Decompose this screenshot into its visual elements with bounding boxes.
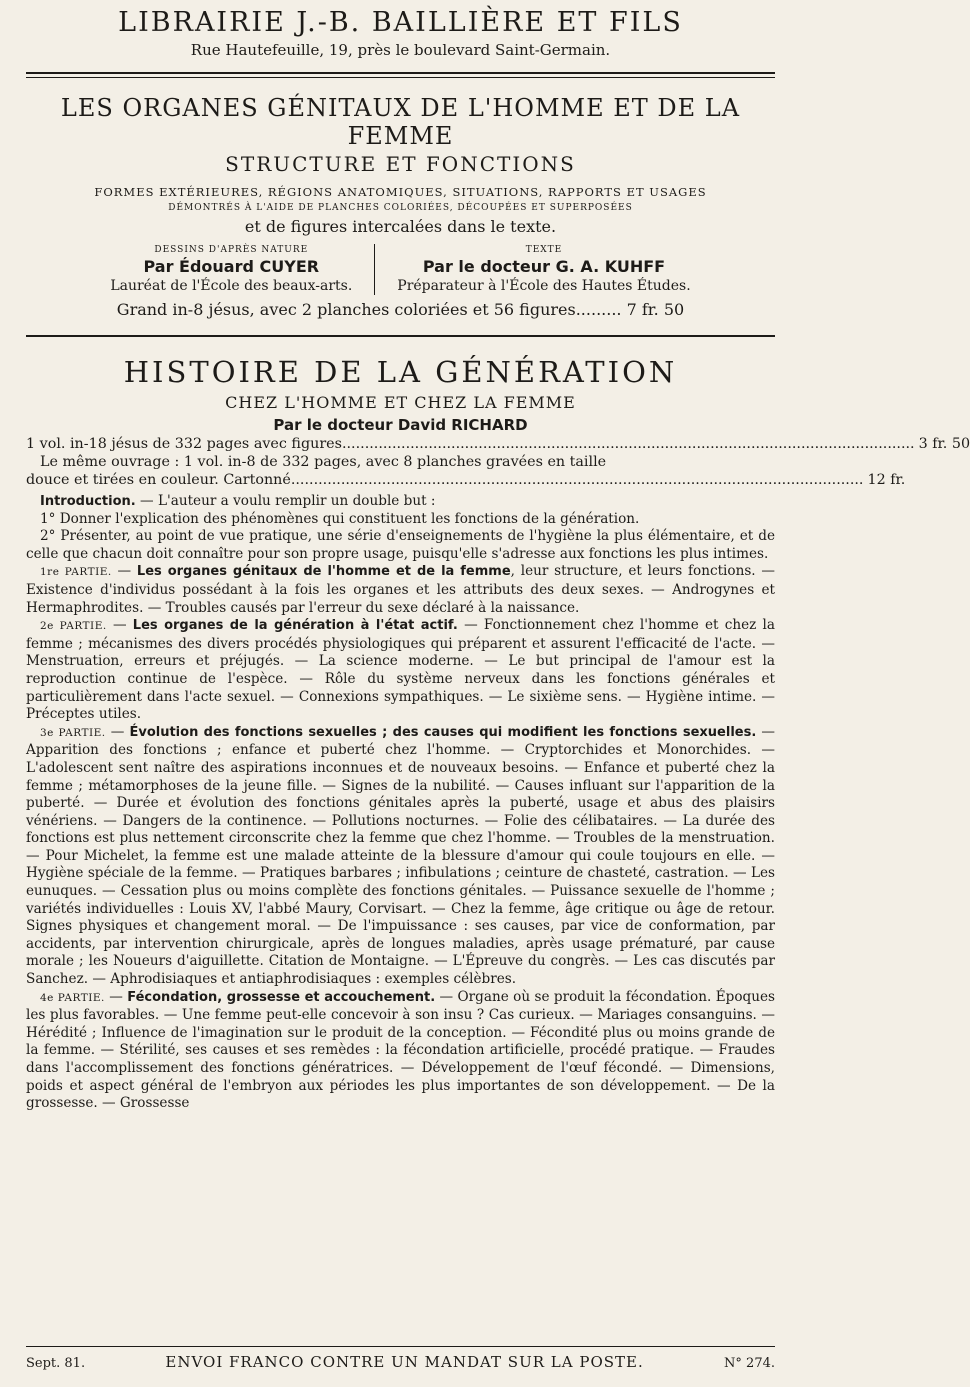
- author-role: Préparateur à l'École des Hautes Études.: [397, 278, 691, 294]
- publisher-address: Rue Hautefeuille, 19, près le boulevard Saint-Germain.: [190, 41, 611, 59]
- book1-price-line: [26, 299, 775, 321]
- book2-listing: [26, 355, 970, 1113]
- edition-2-line2: douce et tirées en couleur. Cartonné: [26, 472, 291, 488]
- author-credit: [375, 244, 712, 295]
- footer-number: N° 274.: [724, 1356, 775, 1371]
- part-1-paragraph: 1re PARTIE. — Les organes génitaux de l'homme et de la femme, leur structure, et leurs fonctions. — Existence d'individus possédant à la fois les organes et les attributs des deux sexes. — Androgynes et Hermaphrodites. — Troubles causés par l'erreur du sexe déclaré à la naissance.: [26, 563, 775, 616]
- illustrator-role: Lauréat de l'École des beaux-arts.: [110, 278, 353, 294]
- edition-1: [26, 435, 970, 453]
- part-1-text: , leur structure, et leurs fonctions. — Existence d'individus possédant à la fois les organes et les attributs des deux sexes. — Androgynes et Hermaphrodites. — Troubles causés par l'erreur du sexe déclaré à la naissance.: [26, 563, 775, 616]
- page-footer: [26, 1346, 775, 1371]
- part-3-text: — Apparition des fonctions ; enfance et puberté chez l'homme. — Cryptorchides et Monorchides. — L'adolescent sent naître des aspirations inconnues et de nouveaux besoins. — Enfance et puberté chez la femme ; métamorphoses de la jeune fille. — Signes de la nubilité. — Causes influant sur l'apparition de la puberté. — Durée et évolution des fonctions génitales après la puberté, usage et abus des plaisirs vénériens. — Dangers de la continence. — Pollutions nocturnes. — Folie des célibataires. — La durée des fonctions est plus nettement circonscrite chez la femme que chez l'homme. — Troubles de la menstruation. — Pour Michelet, la femme est une malade atteinte de la blessure d'amour qui coule toujours en elle. — Hygiène spéciale de la femme. — Pratiques barbares ; infibulations ; ceinture de chasteté, castration. — Les eunuques. — Cessation plus ou moins complète des fonctions génitales. — Puissance sexuelle de l'homme ; variétés individuelles : Louis XV, l'abbé Maury, Corvisart. — Chez la femme, âge critique ou âge de retour. Signes physiques et changement moral. — De l'impuissance : ses causes, par vice de conformation, par accidents, par intervention chirurgicale, après de longues maladies, après usage prématuré, par cause morale ; les Noueurs d'aiguillette. Citation de Montaigne. — L'Épreuve du congrès. — Les cas discutés par Sanchez. — Aphrodisiaques et antiaphrodisiaques : exemples célèbres.: [26, 723, 776, 988]
- part-2-text: — Fonctionnement chez l'homme et chez la femme ; mécanismes des divers procédés physiologiques qui préparent et assurent l'efficacité de l'acte. — Menstruation, erreurs et préjugés. — La science moderne. — Le but principal de l'amour est la reproduction continue de l'espèce. — Rôle du système nerveux dans les fonctions générales et particulièrement dans l'acte sexuel. — Connexions sympathiques. — Le sixième sens. — Hygiène intime. — Préceptes utiles.: [26, 617, 775, 723]
- part-4-paragraph: 4e PARTIE. — Fécondation, grossesse et accouchement. — Organe où se produit la fécondation. Époques les plus favorables. — Une femme peut-elle concevoir à son insu ? Cas curieux. — Mariages consanguins. — Hérédité ; Influence de l'imagination sur le produit de la conception. — Fécondité plus ou moins grande de la femme. — Stérilité, ses causes et ses remèdes : la fécondation artificielle, procédé pratique. — Fraudes dans l'accomplissement des fonctions génératrices. — Développement de l'œuf fécondé. — Dimensions, poids et aspect général de l'embryon aux périodes les plus importantes de son développement. — De la grossesse. — Grossesse: [26, 988, 775, 1112]
- intro-point-2: 2° Présenter, au point de vue pratique, une série d'enseignements de l'hygiène la plus élémentaire, et de celle que chacun doit connaître pour son propre usage, puisqu'elle s'adresse aux fonctions les plus intimes.: [26, 528, 775, 562]
- intro-point-1: 1° Donner l'explication des phénomènes qui constituent les fonctions de la génération.: [40, 510, 640, 527]
- footer-rule: [26, 1346, 775, 1347]
- part-2-paragraph: 2e PARTIE. — Les organes de la génération à l'état actif. — Fonctionnement chez l'homme et chez la femme ; mécanismes des divers procédés physiologiques qui préparent et assurent l'efficacité de l'acte. — Menstruation, erreurs et préjugés. — La science moderne. — Le but principal de l'amour est la reproduction continue de l'espèce. — Rôle du système nerveux dans les fonctions générales et particulièrement dans l'acte sexuel. — Connexions sympathiques. — Le sixième sens. — Hygiène intime. — Préceptes utiles.: [26, 617, 775, 723]
- illustrator-name: Par Édouard CUYER: [143, 257, 320, 276]
- intro-paragraph: [26, 493, 775, 511]
- edition-1-text: 1 vol. in-18 jésus de 332 pages avec figures: [26, 436, 342, 452]
- section-rule: [26, 335, 775, 337]
- part-1-lead: Les organes génitaux de l'homme et de la femme: [136, 564, 511, 580]
- footer-notice: ENVOI FRANCO CONTRE UN MANDAT SUR LA POSTE.: [165, 1353, 644, 1371]
- author-label: TEXTE: [525, 245, 563, 255]
- book1-format: Grand in-8 jésus, avec 2 planches coloriées et 56 figures: [116, 300, 576, 319]
- book2-subtitle: CHEZ L'HOMME ET CHEZ LA FEMME: [225, 393, 576, 412]
- part-3-lead: Évolution des fonctions sexuelles ; des causes qui modifient les fonctions sexuelles.: [129, 724, 757, 740]
- book2-description: [26, 493, 775, 1113]
- intro-text: — L'auteur a voulu remplir un double but :: [135, 493, 436, 509]
- author-name: Par le docteur G. A. KUHFF: [422, 257, 666, 276]
- edition-1-price: 3 fr. 50: [918, 436, 970, 452]
- intro-lead: Introduction.: [40, 494, 136, 509]
- leader-dots: ..............................................................................................................................: [290, 472, 864, 488]
- footer-row: [26, 1353, 775, 1371]
- book1-price: 7 fr. 50: [626, 300, 685, 319]
- book2-editions: [26, 435, 970, 489]
- edition-2: [26, 471, 906, 489]
- catalogue-page: [0, 6, 970, 1387]
- part-2-label: 2e PARTIE.: [40, 620, 107, 633]
- part-4-lead: Fécondation, grossesse et accouchement.: [127, 989, 436, 1005]
- book1-title: LES ORGANES GÉNITAUX DE L'HOMME ET DE LA FEMME: [60, 94, 741, 150]
- illustrator-label: DESSINS D'APRÈS NATURE: [154, 245, 309, 255]
- book1-title-line2: STRUCTURE ET FONCTIONS: [225, 152, 576, 176]
- book1-subtitle-3: et de figures intercalées dans le texte.: [244, 217, 557, 236]
- part-3-paragraph: 3e PARTIE. — Évolution des fonctions sexuelles ; des causes qui modifient les fonctions sexuelles. — Apparition des fonctions ; enfance et puberté chez l'homme. — Cryptorchides et Monorchides. — L'adolescent sent naître des aspirations inconnues et de nouveaux besoins. — Enfance et puberté chez la femme ; métamorphoses de la jeune fille. — Signes de la nubilité. — Causes influant sur l'apparition de la puberté. — Durée et évolution des fonctions génitales après la puberté, usage et abus des plaisirs vénériens. — Dangers de la continence. — Pollutions nocturnes. — Folie des célibataires. — La durée des fonctions est plus nettement circonscrite chez la femme que chez l'homme. — Troubles de la menstruation. — Pour Michelet, la femme est une malade atteinte de la blessure d'amour qui coule toujours en elle. — Hygiène spéciale de la femme. — Pratiques barbares ; infibulations ; ceinture de chasteté, castration. — Les eunuques. — Cessation plus ou moins complète des fonctions génitales. — Puissance sexuelle de l'homme ; variétés individuelles : Louis XV, l'abbé Maury, Corvisart. — Chez la femme, âge critique ou âge de retour. Signes physiques et changement moral. — De l'impuissance : ses causes, par vice de conformation, par accidents, par intervention chirurgicale, après de longues maladies, après usage prématuré, par cause morale ; les Noueurs d'aiguillette. Citation de Montaigne. — L'Épreuve du congrès. — Les cas discutés par Sanchez. — Aphrodisiaques et antiaphrodisiaques : exemples célèbres.: [26, 723, 776, 988]
- book1-subtitle-2: DÉMONTRÉS À L'AIDE DE PLANCHES COLORIÉES, DÉCOUPÉES ET SUPERPOSÉES: [168, 203, 633, 213]
- edition-2-price: 12 fr.: [867, 472, 906, 488]
- book1-subtitle: FORMES EXTÉRIEURES, RÉGIONS ANATOMIQUES, SITUATIONS, RAPPORTS ET USAGES: [94, 185, 707, 199]
- book1-credits: [26, 244, 775, 295]
- header-rule-thin: [26, 77, 775, 78]
- book2-author: Par le docteur David RICHARD: [273, 416, 528, 434]
- illustrator-credit: [88, 244, 375, 295]
- leader-dots: .........: [575, 300, 622, 319]
- footer-date: Sept. 81.: [26, 1356, 86, 1371]
- book1-listing: [26, 94, 775, 321]
- part-3-label: 3e PARTIE.: [40, 726, 106, 739]
- part-1-label: 1re PARTIE.: [40, 566, 112, 579]
- edition-2-line1: Le même ouvrage : 1 vol. in-8 de 332 pages, avec 8 planches gravées en taille: [40, 454, 607, 470]
- part-2-lead: Les organes de la génération à l'état actif.: [132, 618, 458, 634]
- book2-title: HISTOIRE DE LA GÉNÉRATION: [123, 355, 678, 389]
- part-4-label: 4e PARTIE.: [40, 991, 105, 1004]
- header-rule: [26, 72, 775, 74]
- part-4-text: — Organe où se produit la fécondation. Époques les plus favorables. — Une femme peut-elle concevoir à son insu ? Cas curieux. — Mariages consanguins. — Hérédité ; Influence de l'imagination sur le produit de la conception. — Fécondité plus ou moins grande de la femme. — Stérilité, ses causes et ses remèdes : la fécondation artificielle, procédé pratique. — Fraudes dans l'accomplissement des fonctions génératrices. — Développement de l'œuf fécondé. — Dimensions, poids et aspect général de l'embryon aux périodes les plus importantes de son développement. — De la grossesse. — Grossesse: [26, 988, 775, 1112]
- leader-dots: ..............................................................................................................................: [341, 436, 915, 452]
- publisher-name: LIBRAIRIE J.-B. BAILLIÈRE ET FILS: [118, 7, 683, 38]
